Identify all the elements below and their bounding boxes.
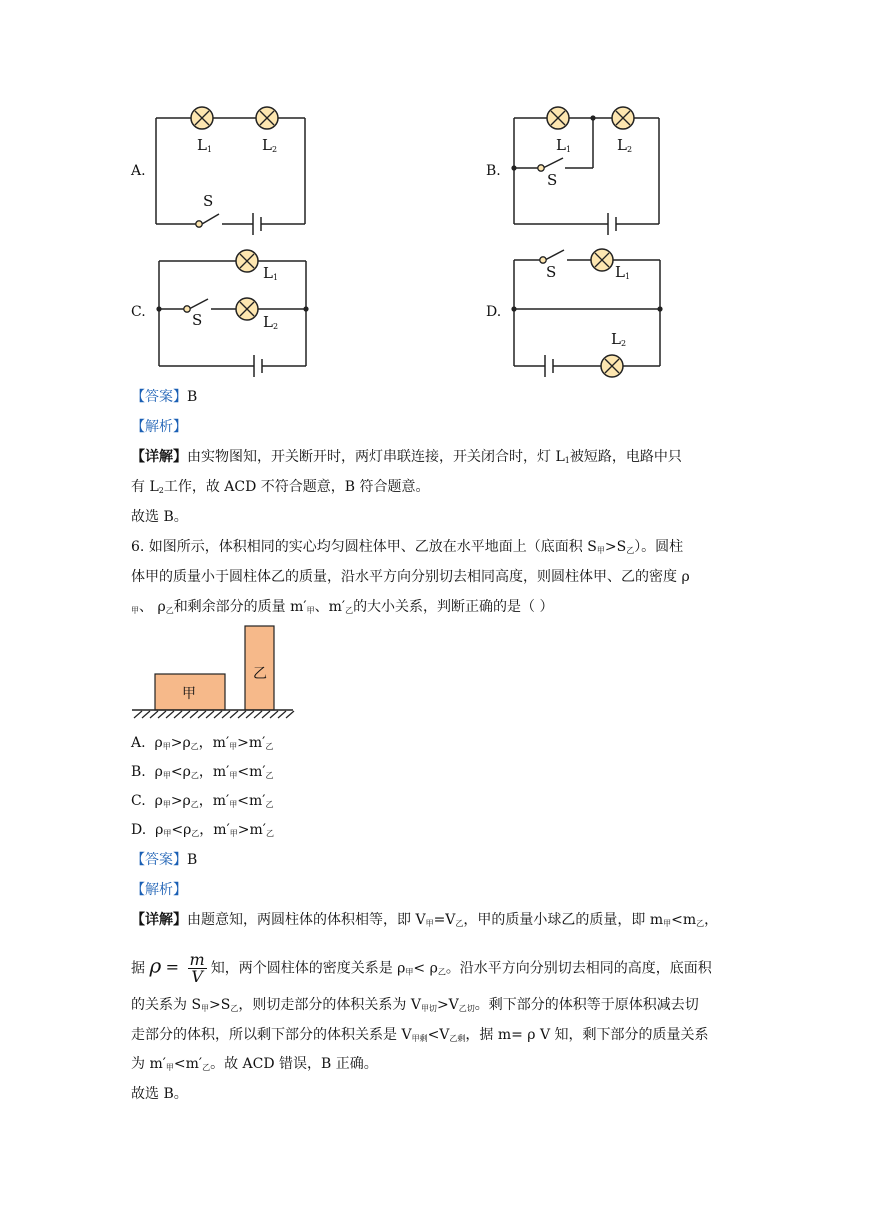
option-a-label: A.: [131, 163, 146, 179]
q5-analysis-tag: 【解析】: [131, 419, 187, 435]
lamp-l1-label: $L_1$: [615, 263, 631, 281]
circuit-diagram-a: [145, 100, 315, 235]
answer-tag: 【答案】: [131, 852, 187, 868]
option-b-label: B.: [486, 163, 501, 179]
option-d-label: D.: [486, 304, 502, 320]
q6-detail-line4: 走部分的体积，所以剩下部分的体积关系是 $V_{甲剩}<V_{乙剩}$，据 m= ρ V 知，剩下部分的质量关系: [131, 1027, 709, 1043]
lamp-l1-label: $L_1$: [556, 136, 572, 154]
q6-option-a[interactable]: A. $\rho_甲>\rho_乙$，$m'_甲>m'_乙$: [131, 735, 274, 751]
lamp-l2-label: $L_2$: [617, 136, 633, 154]
lamp-l1-label: $L_1$: [197, 136, 213, 154]
q6-option-c[interactable]: C. $\rho_甲>\rho_乙$，$m'_甲<m'_乙$: [131, 793, 274, 809]
q6-answer: 【答案】B: [131, 852, 198, 868]
density-formula-fraction: $\frac{m}{V}$: [189, 950, 205, 986]
switch-s-label: S: [546, 263, 557, 281]
q5-answer: 【答案】B: [131, 389, 198, 405]
lamp-l2-label: $L_2$: [262, 136, 278, 154]
lamp-l2-label: $L_2$: [263, 313, 279, 331]
q6-detail-line1: 【详解】由题意知，两圆柱体的体积相等，即 $V_甲=V_乙$，甲的质量小球乙的质量，即 $m_甲<m_乙$，: [131, 912, 719, 928]
cylinders-figure: [130, 625, 295, 720]
cylinder-jia-label: 甲: [182, 686, 196, 702]
q6-question-line2: 体甲的质量小于圆柱体乙的质量，沿水平方向分别切去相同高度，则圆柱体甲、乙的密度 ρ: [131, 569, 690, 585]
q5-conclusion: 故选 B。: [131, 509, 188, 525]
circuit-diagram-d: [505, 244, 670, 379]
answer-tag: 【答案】: [131, 389, 187, 405]
cylinder-yi-label: 乙: [253, 666, 267, 682]
q6-detail-line3: 的关系为 $S_甲>S_乙$，则切走部分的体积关系为 $V_{甲切}>V_{乙切}$。剩下部分的体积等于原体积减去切: [131, 997, 699, 1013]
switch-s-label: S: [203, 192, 214, 210]
q6-detail-line5: 为 $m'_甲<m'_乙$。故 ACD 错误，B 正确。: [131, 1056, 378, 1072]
lamp-l1-label: $L_1$: [263, 264, 279, 282]
switch-s-label: S: [192, 311, 203, 329]
circuit-diagram-b: [505, 100, 670, 235]
switch-s-label: S: [547, 171, 558, 189]
q6-analysis-tag: 【解析】: [131, 882, 187, 898]
q6-conclusion: 故选 B。: [131, 1086, 188, 1102]
circuit-diagram-c: [150, 244, 315, 379]
q6-question-line1: 6. 如图所示，体积相同的实心均匀圆柱体甲、乙放在水平地面上（底面积 $S_甲>S_乙$）。圆柱: [131, 539, 684, 555]
q6-question-line3: $_甲$、 $\rho_乙$和剩余部分的质量 $m'_甲$、$m'_乙$的大小关系，判断正确的是（ ）: [131, 599, 554, 615]
option-c-label: C.: [131, 304, 146, 320]
lamp-l2-label: $L_2$: [611, 330, 627, 348]
q6-detail-line2: 据 ρ = $\frac{m}{V}$ 知，两个圆柱体的密度关系是 $\rho_甲< \rho_乙$。沿水平方向分别切去相同的高度，底面积: [131, 950, 712, 986]
q5-detail-line1: 【详解】由实物图知，开关断开时，两灯串联连接，开关闭合时，灯 $L_1$被短路，电路中只: [131, 449, 682, 465]
q6-option-d[interactable]: D. $\rho_甲<\rho_乙$，$m'_甲>m'_乙$: [131, 822, 274, 838]
q6-option-b[interactable]: B. $\rho_甲<\rho_乙$，$m'_甲<m'_乙$: [131, 764, 274, 780]
q5-detail-line2: 有 $L_2$工作，故 ACD 不符合题意，B 符合题意。: [131, 479, 430, 495]
